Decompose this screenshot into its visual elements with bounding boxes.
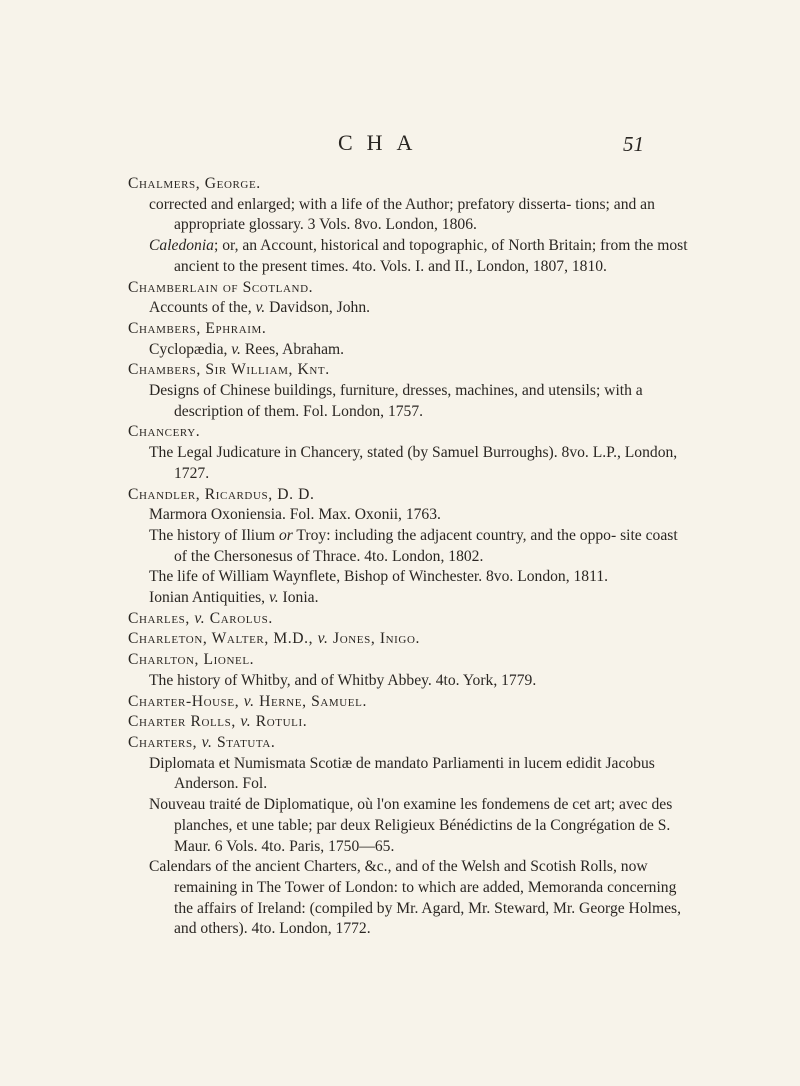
work-text-post: Troy: including the adjacent country, and the oppo- site coast of the Chersonesus of Thrace. 4to. London, 1802. [174, 526, 678, 565]
work-text-pre: Calendars of the ancient Charters, &c., and of the Welsh and Scotish Rolls, now remaining in The Tower of London: to which are added, Memoranda concerning the affairs of Ireland: (compiled by Mr. Agard, Mr. Steward, Mr. George Holmes, and others). 4to. London, 1772. [149, 858, 681, 938]
work-text-pre: The history of Ilium [149, 526, 279, 544]
entry-work [128, 298, 688, 319]
work-text-pre: Accounts of the, [149, 299, 256, 317]
work-text-pre: Marmora Oxoniensia. Fol. Max. Oxonii, 1763. [149, 506, 441, 524]
entry-heading [128, 278, 688, 299]
work-text-pre: Nouveau traité de Diplomatique, où l'on examine les fondemens de cet art; avec des planches, et une table; par deux Religieux Bénédictins de la Congrégation de S. Maur. 6 Vols. 4to. Paris, 1750—65. [149, 796, 673, 855]
entry-work [128, 857, 688, 940]
catalogue-entry [128, 422, 688, 484]
entry-heading [128, 174, 688, 195]
catalogue-entry [128, 278, 688, 319]
entry-heading-suffix: Herne, Samuel. [254, 692, 367, 710]
entry-work [128, 754, 688, 795]
catalogue-entry [128, 174, 688, 278]
catalogue-entry [128, 319, 688, 360]
entry-heading [128, 485, 688, 506]
catalogue-entry [128, 629, 688, 650]
entry-heading-name: Chambers, [128, 361, 201, 379]
entry-work [128, 195, 688, 236]
entry-heading [128, 733, 688, 754]
entry-work [128, 340, 688, 361]
entry-heading-suffix: Rotuli. [251, 713, 308, 731]
work-text-pre: Designs of Chinese buildings, furniture, dresses, machines, and utensils; with a description of them. Fol. London, 1757. [149, 382, 643, 420]
catalogue-entry [128, 733, 688, 940]
entry-heading [128, 360, 688, 381]
work-text-pre: The history of Whitby, and of Whitby Abbey. 4to. York, 1779. [149, 671, 537, 689]
entry-heading-suffix: Carolus. [205, 609, 273, 627]
entry-heading-suffix: of Scotland. [218, 278, 314, 296]
catalogue-entry [128, 692, 688, 713]
entry-heading-name: Charles, [128, 609, 195, 627]
entry-work [128, 526, 688, 567]
entry-heading-see-also: v. [317, 630, 329, 648]
entry-heading-suffix: Statuta. [212, 733, 276, 751]
work-text-it: v. [255, 299, 266, 317]
catalogue-entry [128, 609, 688, 630]
catalogue-entry [128, 650, 688, 691]
entry-heading [128, 629, 688, 650]
page-number: 51 [623, 132, 644, 156]
entry-heading-name: Chancery. [128, 423, 201, 441]
work-text-post: Davidson, John. [265, 299, 371, 317]
entry-work [128, 795, 688, 857]
work-text-pre: The Legal Judicature in Chancery, stated (by Samuel Burroughs). 8vo. L.P., London, 1727. [149, 444, 678, 482]
work-text-pre: Diplomata et Numismata Scotiæ de mandato Parliamenti in lucem edidit Jacobus Anderson. Fol. [149, 754, 655, 793]
entry-heading [128, 692, 688, 713]
entry-work [128, 236, 688, 277]
work-text-post: ; or, an Account, historical and topographic, of North Britain; from the most ancient to the present times. 4to. Vols. I. and II., London, 1807, 1810. [174, 237, 688, 275]
entry-work [128, 505, 688, 526]
work-text-it: v. [231, 340, 241, 358]
entry-heading-name: Charter Rolls, [128, 713, 241, 731]
entry-work [128, 671, 688, 692]
entry-work [128, 567, 688, 588]
catalogue-entry [128, 360, 688, 422]
work-text-pre: Ionian Antiquities, [149, 589, 269, 607]
running-head-title: CHA [338, 130, 427, 155]
work-text-pre: corrected and enlarged; with a life of the Author; prefatory disserta- tions; and an appropriate glossary. 3 Vols. 8vo. London, 1806. [149, 195, 655, 234]
work-text-post: Ionia. [278, 589, 319, 607]
entry-heading-name: Chalmers, George. [128, 175, 261, 192]
entry-heading-see-also: v. [201, 733, 213, 751]
catalogue-entries [128, 174, 688, 940]
entry-heading-name: Chamberlain [128, 278, 219, 296]
work-text-it: Caledonia [149, 237, 214, 255]
work-text-pre: Cyclopædia, [149, 340, 232, 358]
entry-heading [128, 650, 688, 671]
entry-heading-suffix: Jones, Inigo. [328, 630, 421, 648]
catalogue-entry [128, 712, 688, 733]
entry-heading-suffix: Sir William, Knt. [200, 361, 330, 379]
entry-heading-see-also: v. [194, 609, 206, 627]
entry-heading-name: Charter-House, [128, 692, 244, 710]
entry-heading [128, 712, 688, 733]
entry-heading-name: Charleton, Walter, M.D., [128, 630, 318, 648]
entry-heading [128, 422, 688, 443]
catalogue-entry [128, 485, 688, 609]
entry-heading-name: Chandler, Ricardus, D. D. [128, 485, 315, 503]
entry-work [128, 588, 688, 609]
work-text-pre: The life of William Waynflete, Bishop of Winchester. 8vo. London, 1811. [149, 568, 609, 586]
work-text-it: v. [268, 589, 279, 607]
entry-work [128, 443, 688, 484]
entry-heading-name: Chambers, Ephraim. [128, 319, 267, 337]
entry-heading-see-also: v. [243, 692, 255, 710]
running-head [0, 130, 800, 162]
entry-heading [128, 319, 688, 340]
entry-work [128, 381, 688, 422]
work-text-post: Rees, Abraham. [240, 340, 345, 358]
work-text-it: or [278, 526, 293, 544]
entry-heading-name: Charters, [128, 733, 202, 751]
entry-heading-name: Charlton, Lionel. [128, 651, 255, 669]
entry-heading-see-also: v. [240, 713, 252, 731]
entry-heading [128, 609, 688, 630]
